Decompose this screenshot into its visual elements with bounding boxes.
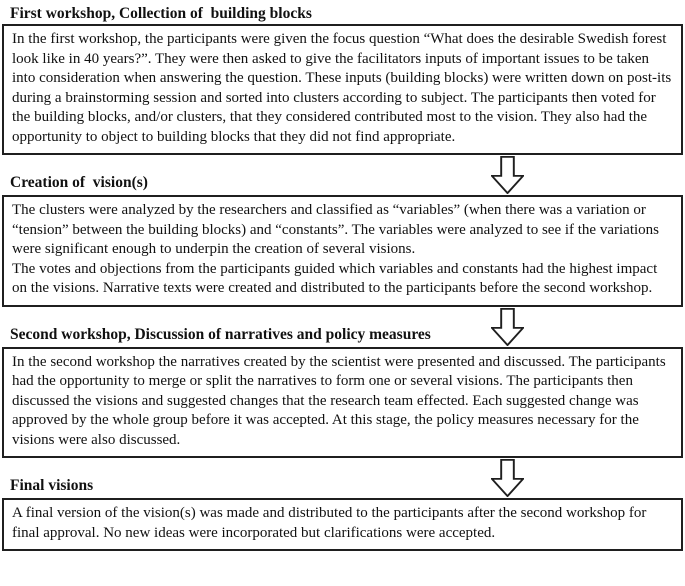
gap-row [2, 155, 683, 195]
section-heading-final-visions: Final visions [10, 477, 94, 494]
section-box-second-workshop [2, 347, 683, 459]
section-heading-first-workshop: First workshop, Collection of building blocks [10, 5, 312, 22]
section-box-final-visions [2, 498, 683, 551]
section-box-creation-of-visions [2, 195, 683, 307]
down-block-arrow-icon [491, 308, 524, 346]
section-heading-creation-of-visions: Creation of vision(s) [10, 174, 148, 191]
section-paragraph: In the first workshop, the participants were given the focus question “What does the desirable Swedish forest look like in 40 years?”. They were then asked to give the facilitators inputs of important issues to be taken into consideration when answering the question. These inputs (building blocks) were written down on post-its during a brainstorming session and sorted into clusters according to subject. The participants then voted for the building blocks, and/or clusters, that they considered contributed most to the vision. They also had the opportunity to object to building blocks that they did not find appropriate. [12, 31, 672, 145]
section-paragraph: The clusters were analyzed by the researchers and classified as “variables” (when there was a variation or “tension” between the building blocks) and “constants”. The variables were analyzed to see if the variations were significant enough to underpin the creation of several visions. [12, 202, 659, 257]
section-paragraph: The votes and objections from the participants guided which variables and constants had the highest impact on the visions. Narrative texts were created and distributed to the participants before the second workshop. [12, 260, 658, 296]
section-paragraph: A final version of the vision(s) was made and distributed to the participants after the second workshop for final approval. No new ideas were incorporated but clarifications were accepted. [12, 505, 647, 541]
section-heading-second-workshop: Second workshop, Discussion of narratives and policy measures [10, 325, 431, 343]
down-block-arrow-icon [491, 156, 524, 194]
gap-row [2, 307, 683, 347]
gap-row [2, 458, 683, 498]
section-box-first-workshop [2, 24, 683, 155]
section-paragraph: In the second workshop the narratives created by the scientist were presented and discussed. The participants had the opportunity to merge or split the narratives to form one or several visions. The participants then discussed the visions and suggested changes that the research team effected. Each suggested change was approved by the whole group before it was accepted. At this stage, the policy measures necessary for the visions were also discussed. [12, 353, 666, 448]
down-block-arrow-icon [491, 459, 524, 497]
